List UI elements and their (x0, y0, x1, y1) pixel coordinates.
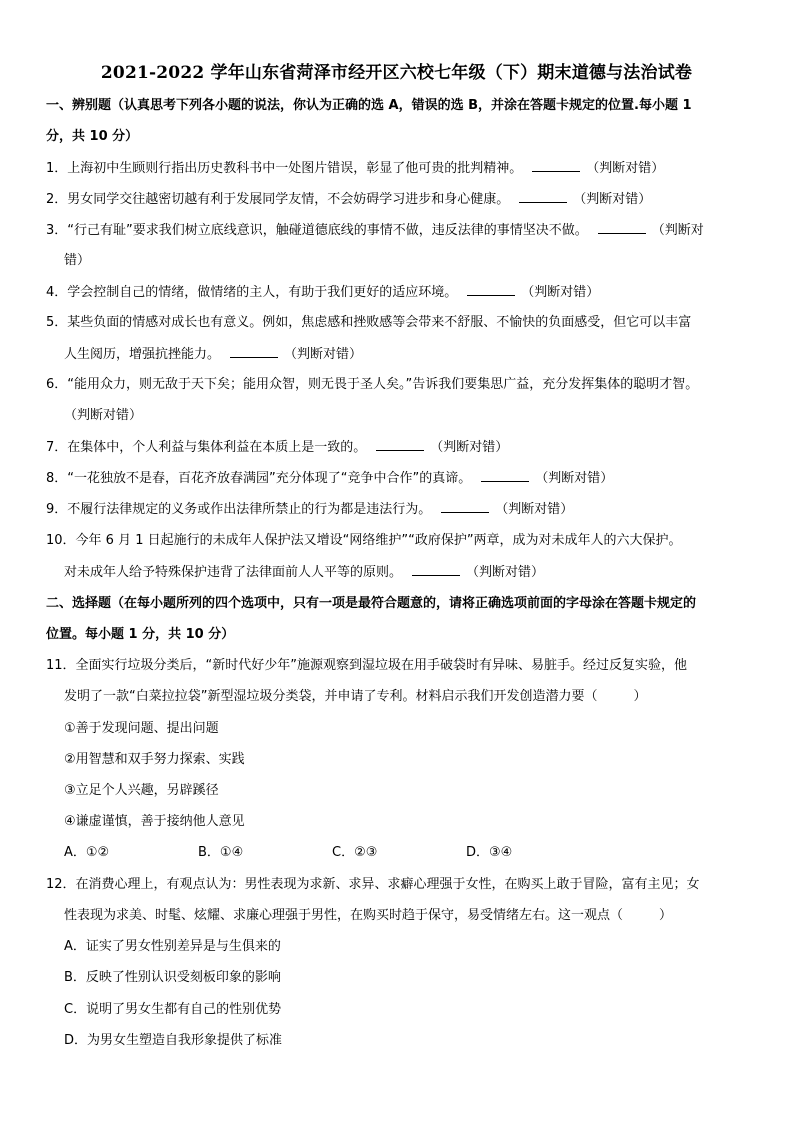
question-7: 7．在集体中，个人利益与集体利益在本质上是一致的。 （判断对错） (46, 440, 509, 455)
option-b[interactable]: B．反映了性别认识受刻板印象的影响 (64, 970, 281, 985)
answer-blank[interactable] (467, 283, 515, 296)
question-4: 4．学会控制自己的情绪，做情绪的主人，有助于我们更好的适应环境。 （判断对错） (46, 285, 600, 300)
answer-blank[interactable] (412, 563, 460, 576)
page-title: 2021-2022 学年山东省菏泽市经开区六校七年级（下）期末道德与法治试卷 (100, 63, 693, 83)
question-10: 10．今年 6 月 1 日起施行的未成年人保护法又增设“网络维护”“政府保护”两章，成为对未成年人的六大保护。 (46, 533, 682, 548)
answer-blank[interactable] (598, 221, 646, 234)
question-1: 1．上海初中生顾则行指出历史教科书中一处图片错误，彰显了他可贵的批判精神。 （判断对错） (46, 161, 665, 176)
answer-blank[interactable] (481, 469, 529, 482)
question-9: 9．不履行法律规定的义务或作出法律所禁止的行为都是违法行为。 （判断对错） (46, 502, 574, 517)
section-1-header-cont: 分，共 10 分） (46, 129, 139, 144)
question-6-cont: （判断对错） (64, 408, 143, 423)
option-b[interactable]: B．①④ (198, 845, 244, 860)
answer-blank[interactable] (519, 190, 567, 203)
question-3: 3．“行己有耻”要求我们树立底线意识，触碰道德底线的事情不做，违反法律的事情坚决不做。 （判断对 (46, 223, 704, 238)
statement-1: ①善于发现问题、提出问题 (64, 721, 219, 736)
question-5: 5．某些负面的情感对成长也有意义。例如，焦虑感和挫败感等会带来不舒服、不愉快的负面感受，但它可以丰富 (46, 315, 692, 330)
question-11-stem-cont: 发明了一款“白菜拉拉袋”新型湿垃圾分类袋，并申请了专利。材料启示我们开发创造潜力要（ ） (64, 689, 647, 704)
statement-3: ③立足个人兴趣，另辟蹊径 (64, 783, 219, 798)
statement-2: ②用智慧和双手努力探索、实践 (64, 752, 245, 767)
question-8: 8．“一花独放不是春，百花齐放春满园”充分体现了“竞争中合作”的真谛。 （判断对错） (46, 471, 614, 486)
answer-blank[interactable] (532, 159, 580, 172)
section-2-header: 二、选择题（在每小题所列的四个选项中，只有一项是最符合题意的，请将正确选项前面的字母涂在答题卡规定的 (46, 596, 697, 611)
question-12-stem: 12．在消费心理上，有观点认为：男性表现为求新、求异、求癖心理强于女性，在购买上敢于冒险，富有主见；女 (46, 877, 700, 892)
option-a[interactable]: A．证实了男女性别差异是与生俱来的 (64, 939, 281, 954)
question-5-cont: 人生阅历，增强抗挫能力。 （判断对错） (64, 347, 363, 362)
question-12-stem-cont: 性表现为求美、时髦、炫耀、求廉心理强于男性，在购买时趋于保守，易受情绪左右。这一观点（ ） (64, 908, 673, 923)
question-6: 6．“能用众力，则无敌于天下矣；能用众智，则无畏于圣人矣。”告诉我们要集思广益，充分发挥集体的聪明才智。 (46, 377, 699, 392)
option-d[interactable]: D．为男女生塑造自我形象提供了标准 (64, 1033, 283, 1048)
question-11-stem: 11．全面实行垃圾分类后，“新时代好少年”施源观察到湿垃圾在用手破袋时有异味、易脏手。经过反复实验，他 (46, 658, 688, 673)
statement-4: ④谦虚谨慎，善于接纳他人意见 (64, 814, 245, 829)
question-2: 2．男女同学交往越密切越有利于发展同学友情，不会妨碍学习进步和身心健康。 （判断对错） (46, 192, 652, 207)
section-2-header-cont: 位置。每小题 1 分，共 10 分） (46, 627, 235, 642)
answer-blank[interactable] (230, 345, 278, 358)
question-10-cont: 对未成年人给予特殊保护违背了法律面前人人平等的原则。 （判断对错） (64, 565, 545, 580)
option-a[interactable]: A．①② (64, 845, 110, 860)
section-1-header: 一、辨别题（认真思考下列各小题的说法，你认为正确的选 A，错误的选 B，并涂在答题卡规定的位置.每小题 1 (46, 98, 692, 113)
option-d[interactable]: D．③④ (466, 845, 513, 860)
question-11-options (64, 844, 600, 862)
answer-blank[interactable] (376, 438, 424, 451)
answer-blank[interactable] (441, 500, 489, 513)
question-3-cont: 错） (64, 253, 91, 268)
option-c[interactable]: C．说明了男女生都有自己的性别优势 (64, 1002, 282, 1017)
option-c[interactable]: C．②③ (332, 845, 378, 860)
